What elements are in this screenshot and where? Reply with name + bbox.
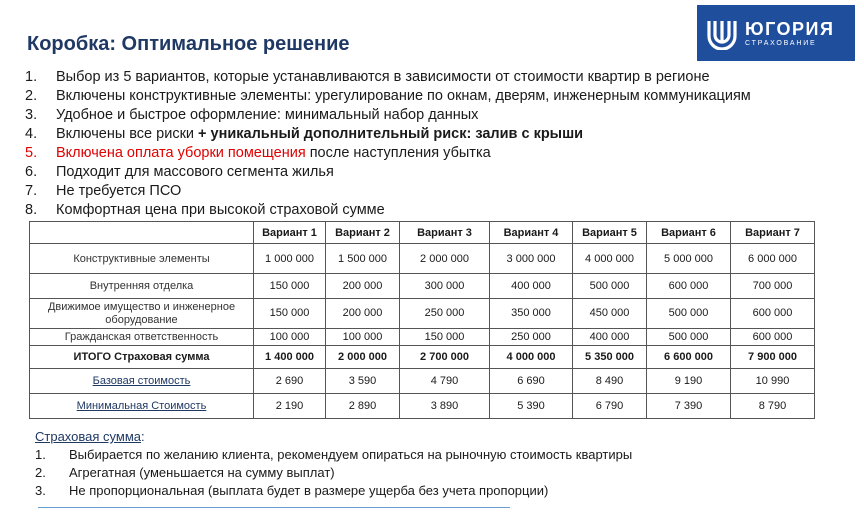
table-cell: 6 790 — [573, 394, 647, 419]
table-cell: 7 390 — [647, 394, 731, 419]
feature-text: Подходит для массового сегмента жилья — [56, 164, 334, 180]
note-item — [35, 464, 632, 482]
table-cell: 150 000 — [254, 274, 326, 299]
bottom-divider — [38, 507, 510, 508]
feature-text: Комфортная цена при высокой страховой сумме — [56, 202, 385, 218]
header-cell: Вариант 2 — [326, 222, 400, 244]
table-cell: 2 000 000 — [326, 346, 400, 369]
logo-name: ЮГОРИЯ — [745, 18, 835, 39]
page-title: Коробка: Оптимальное решение — [27, 33, 350, 55]
feature-item — [25, 87, 751, 106]
table-cell: 500 000 — [573, 274, 647, 299]
logo-emblem-icon — [705, 16, 739, 50]
table-cell: 600 000 — [731, 329, 815, 346]
table-cell: 1 000 000 — [254, 244, 326, 274]
table-cell: 300 000 — [400, 274, 490, 299]
row-label: Конструктивные элементы — [30, 244, 254, 274]
note-text: Агрегатная (уменьшается на сумму выплат) — [69, 465, 335, 480]
row-label: Движимое имущество и инженерное оборудование — [30, 299, 254, 329]
min-price-link[interactable]: Минимальная Стоимость — [76, 400, 207, 412]
row-label: Внутренняя отделка — [30, 274, 254, 299]
feature-number: 1. — [25, 69, 38, 85]
table-cell: 3 890 — [400, 394, 490, 419]
header-cell: Вариант 1 — [254, 222, 326, 244]
feature-text: Выбор из 5 вариантов, которые устанавливаются в зависимости от стоимости квартир в регионе — [56, 69, 710, 85]
features-list — [25, 68, 751, 220]
table-cell: 10 990 — [731, 369, 815, 394]
table-cell: 2 000 000 — [400, 244, 490, 274]
table-cell: 3 590 — [326, 369, 400, 394]
header-cell: Вариант 7 — [731, 222, 815, 244]
base-price-link[interactable]: Базовая стоимость — [92, 375, 191, 387]
feature-tail: после наступления убытка — [305, 145, 491, 161]
table-row — [30, 244, 815, 274]
company-logo — [697, 5, 855, 61]
table-cell: 8 490 — [573, 369, 647, 394]
note-text: Выбирается по желанию клиента, рекомендуем опираться на рыночную стоимость квартиры — [69, 447, 633, 462]
table-header-row — [30, 222, 815, 244]
row-label — [30, 369, 254, 394]
table-cell: 5 000 000 — [647, 244, 731, 274]
feature-text: Включены все риски — [56, 126, 199, 142]
feature-item — [25, 182, 751, 201]
feature-item — [25, 201, 751, 220]
table-total-row — [30, 346, 815, 369]
note-text: Не пропорциональная (выплата будет в размере ущерба без учета пропорции) — [69, 483, 549, 498]
table-cell: 2 890 — [326, 394, 400, 419]
table-cell: 2 690 — [254, 369, 326, 394]
table-cell: 250 000 — [400, 299, 490, 329]
row-label: ИТОГО Страховая сумма — [30, 346, 254, 369]
feature-item — [25, 163, 751, 182]
table-cell: 6 600 000 — [647, 346, 731, 369]
table-cell: 500 000 — [647, 329, 731, 346]
table-cell: 600 000 — [647, 274, 731, 299]
table-row — [30, 274, 815, 299]
table-cell: 1 500 000 — [326, 244, 400, 274]
row-label: Гражданская ответственность — [30, 329, 254, 346]
table-cell: 6 690 — [490, 369, 573, 394]
pricing-table — [29, 221, 815, 419]
feature-number: 2. — [25, 88, 38, 104]
table-cell: 9 190 — [647, 369, 731, 394]
header-cell-empty — [30, 222, 254, 244]
table-row — [30, 394, 815, 419]
table-cell: 100 000 — [254, 329, 326, 346]
note-number: 1. — [35, 447, 46, 462]
header-cell: Вариант 3 — [400, 222, 490, 244]
table-cell: 600 000 — [731, 299, 815, 329]
table-row — [30, 329, 815, 346]
table-cell: 2 190 — [254, 394, 326, 419]
feature-item — [25, 106, 751, 125]
table-cell: 1 400 000 — [254, 346, 326, 369]
feature-item — [25, 144, 751, 163]
table-cell: 4 000 000 — [490, 346, 573, 369]
feature-text: Удобное и быстрое оформление: минимальный набор данных — [56, 107, 479, 123]
notes-title — [35, 428, 632, 446]
table-cell: 150 000 — [254, 299, 326, 329]
table-cell: 400 000 — [573, 329, 647, 346]
notes-title-text: Страховая сумма — [35, 429, 141, 444]
feature-number: 7. — [25, 183, 38, 199]
table-cell: 500 000 — [647, 299, 731, 329]
table-row — [30, 299, 815, 329]
table-cell: 100 000 — [326, 329, 400, 346]
table-cell: 250 000 — [490, 329, 573, 346]
table-cell: 700 000 — [731, 274, 815, 299]
header-cell: Вариант 5 — [573, 222, 647, 244]
table-cell: 200 000 — [326, 274, 400, 299]
note-item — [35, 482, 632, 500]
table-cell: 150 000 — [400, 329, 490, 346]
note-item — [35, 446, 632, 464]
feature-item — [25, 68, 751, 87]
table-cell: 4 000 000 — [573, 244, 647, 274]
note-number: 3. — [35, 483, 46, 498]
feature-text: Не требуется ПСО — [56, 183, 182, 199]
feature-number: 4. — [25, 126, 38, 142]
table-cell: 2 700 000 — [400, 346, 490, 369]
feature-number: 3. — [25, 107, 38, 123]
insured-sum-notes — [35, 428, 632, 500]
table-cell: 6 000 000 — [731, 244, 815, 274]
table-row — [30, 369, 815, 394]
feature-item — [25, 125, 751, 144]
notes-title-suffix: : — [141, 429, 145, 444]
header-cell: Вариант 4 — [490, 222, 573, 244]
row-label — [30, 394, 254, 419]
table-cell: 200 000 — [326, 299, 400, 329]
feature-text: Включены конструктивные элементы: урегулирование по окнам, дверям, инженерным коммуникациям — [56, 88, 751, 104]
header-cell: Вариант 6 — [647, 222, 731, 244]
feature-number: 6. — [25, 164, 38, 180]
table-cell: 5 390 — [490, 394, 573, 419]
table-cell: 8 790 — [731, 394, 815, 419]
table-cell: 5 350 000 — [573, 346, 647, 369]
note-number: 2. — [35, 465, 46, 480]
table-cell: 7 900 000 — [731, 346, 815, 369]
feature-text: Включена оплата уборки помещения — [56, 145, 306, 161]
feature-number: 5. — [25, 145, 38, 161]
table-cell: 4 790 — [400, 369, 490, 394]
table-cell: 400 000 — [490, 274, 573, 299]
table-cell: 350 000 — [490, 299, 573, 329]
table-cell: 450 000 — [573, 299, 647, 329]
feature-number: 8. — [25, 202, 38, 218]
logo-subtitle: СТРАХОВАНИЕ — [745, 39, 817, 47]
feature-highlight: + уникальный дополнительный риск: залив с крыши — [198, 126, 584, 142]
table-cell: 3 000 000 — [490, 244, 573, 274]
